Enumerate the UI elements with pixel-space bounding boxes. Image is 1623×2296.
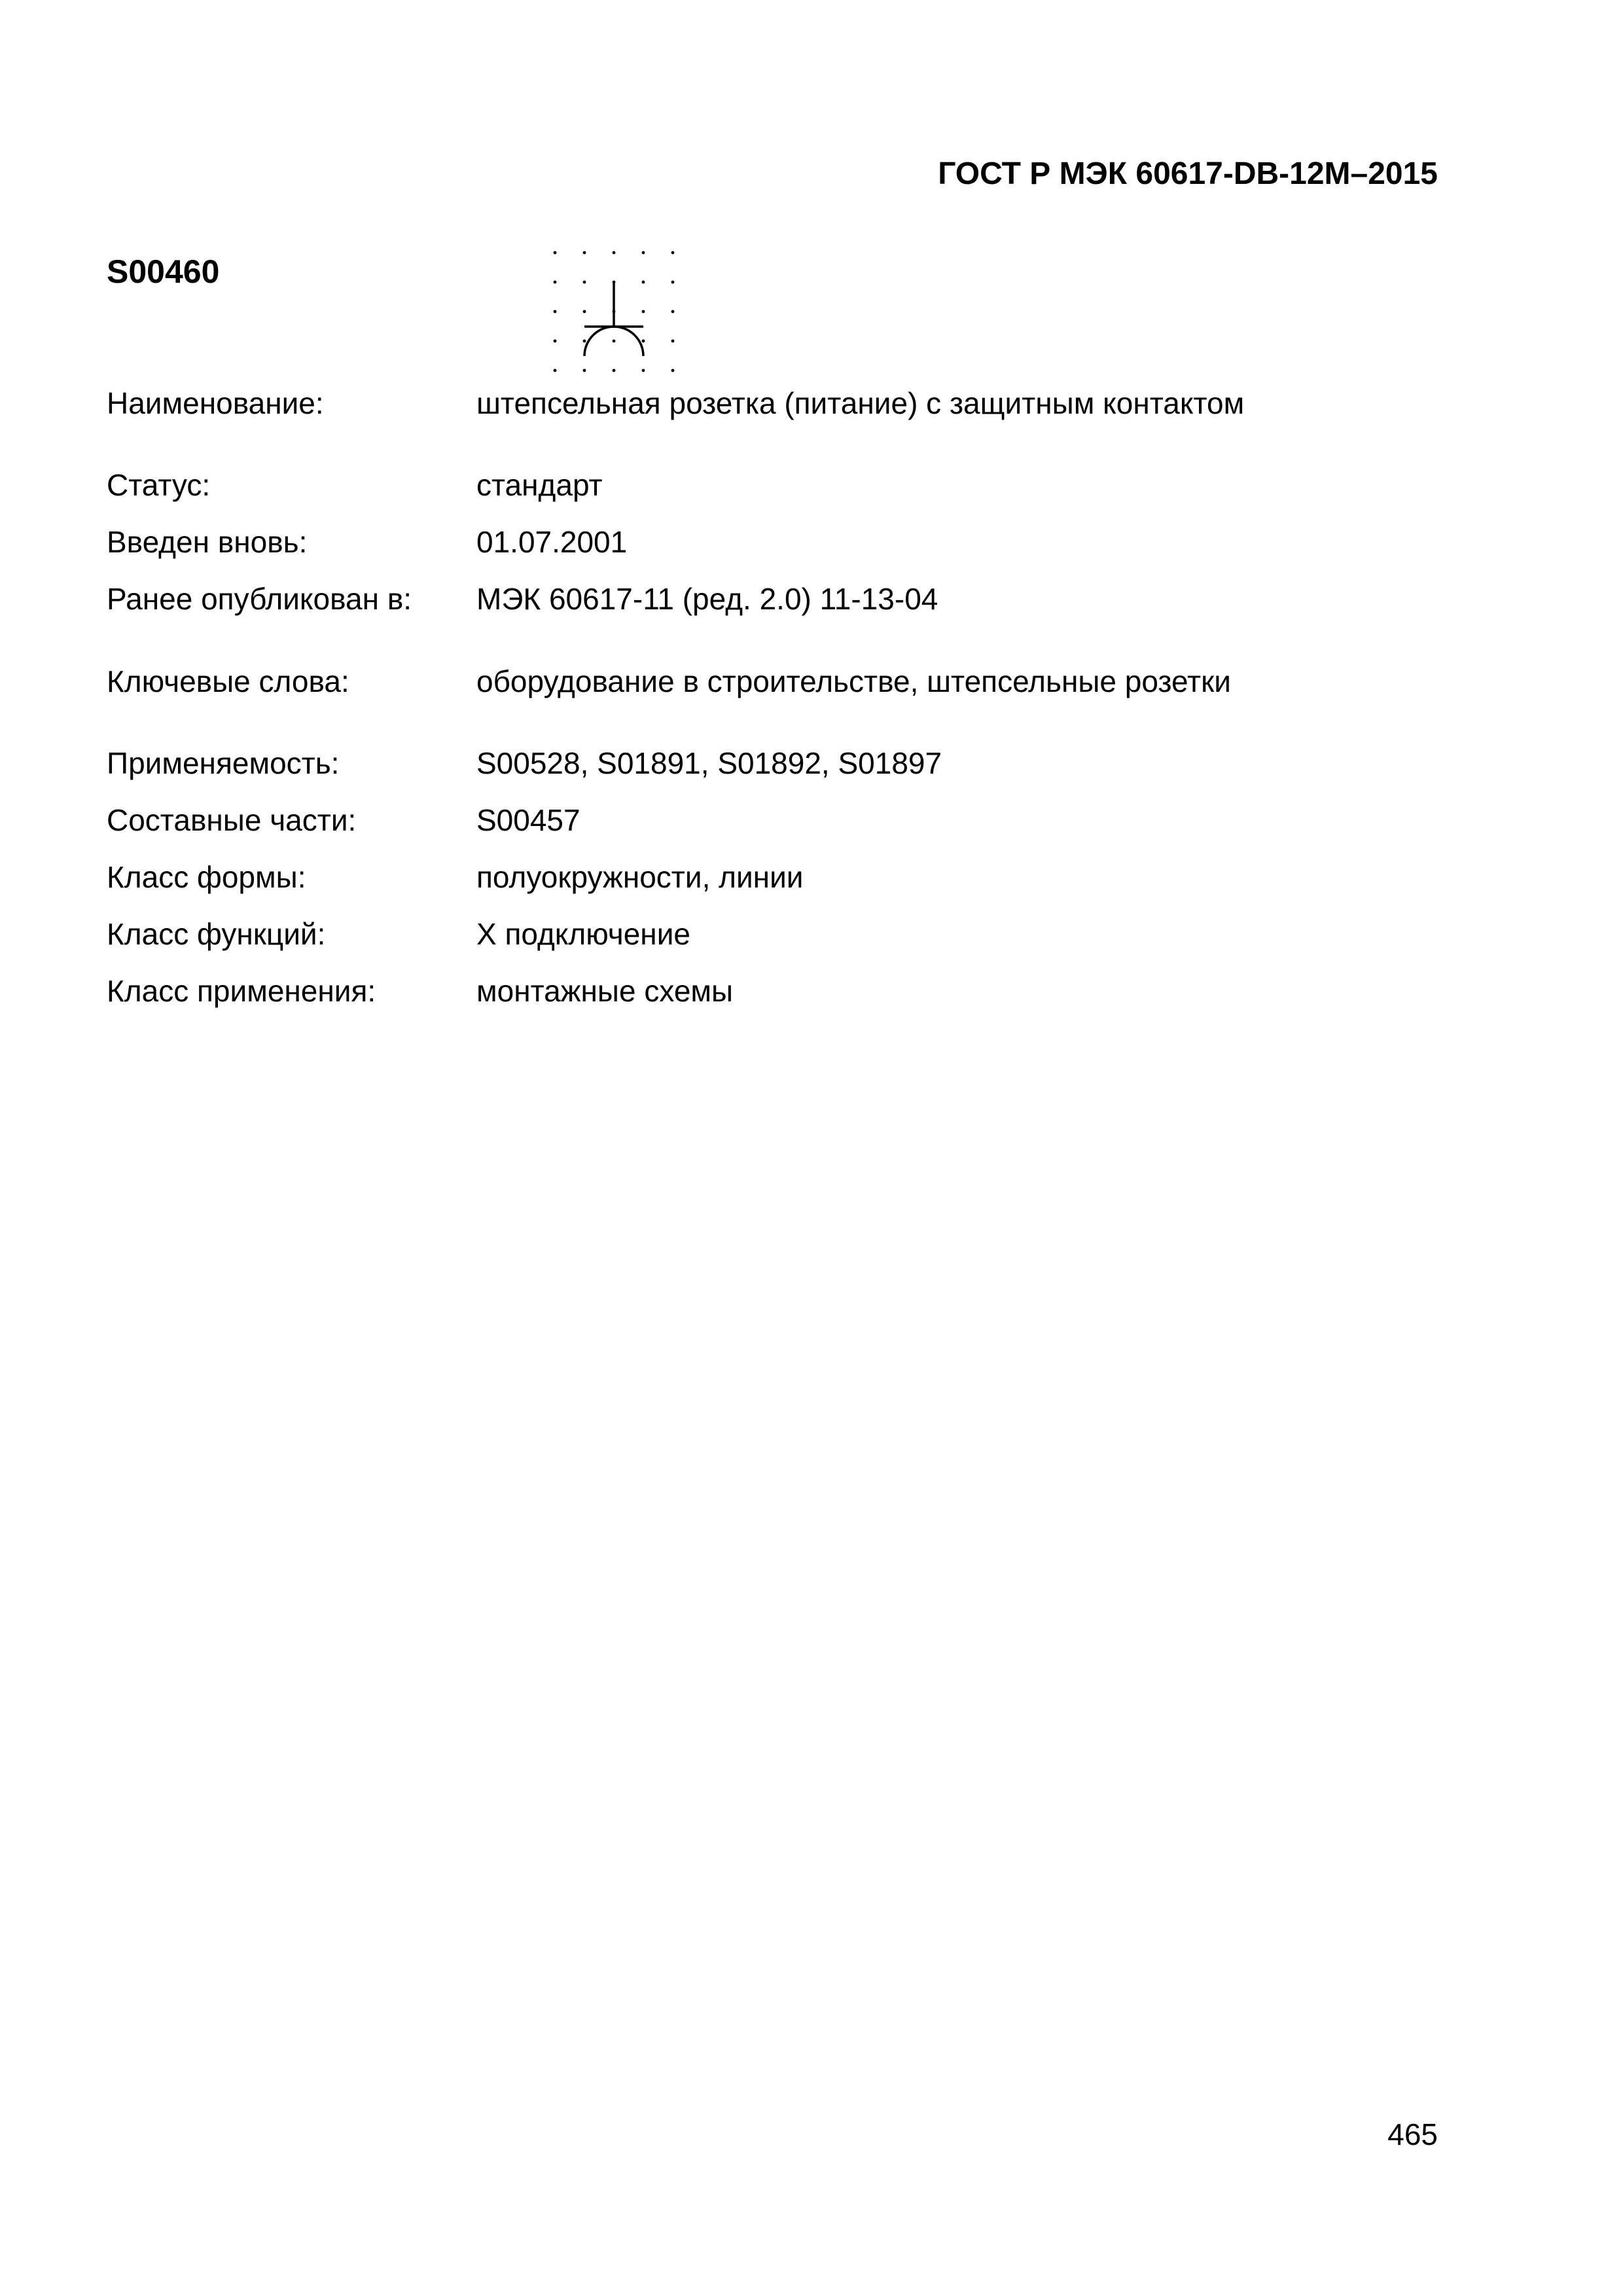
property-label: Применяемость:: [107, 746, 340, 780]
property-value: штепсельная розетка (питание) с защитным контактом: [476, 386, 1245, 420]
property-label: Ключевые слова:: [107, 664, 349, 698]
property-label: Статус:: [107, 468, 211, 502]
property-value: оборудование в строительстве, штепсельные розетки: [476, 664, 1231, 698]
property-value: 01.07.2001: [476, 525, 628, 559]
property-value: полуокружности, линии: [476, 860, 804, 894]
property-label: Введен вновь:: [107, 525, 308, 559]
property-value: монтажные схемы: [476, 974, 734, 1008]
property-label: Класс применения:: [107, 974, 376, 1008]
property-label: Класс функций:: [107, 917, 326, 951]
property-value: X подключение: [476, 917, 690, 951]
property-value: МЭК 60617-11 (ред. 2.0) 11-13-04: [476, 582, 938, 616]
property-label: Составные части:: [107, 803, 357, 837]
page-number: 465: [1387, 2117, 1438, 2151]
symbol-id: S00460: [107, 253, 220, 290]
property-value: S00528, S01891, S01892, S01897: [476, 746, 942, 780]
property-value: S00457: [476, 803, 580, 837]
property-label: Наименование:: [107, 386, 324, 420]
property-label: Класс формы:: [107, 860, 306, 894]
socket-with-protective-contact-symbol-icon: [548, 245, 679, 376]
property-value: стандарт: [476, 468, 603, 502]
property-label: Ранее опубликован в:: [107, 582, 412, 616]
document-header-code: ГОСТ Р МЭК 60617-DB-12M–2015: [938, 156, 1438, 191]
